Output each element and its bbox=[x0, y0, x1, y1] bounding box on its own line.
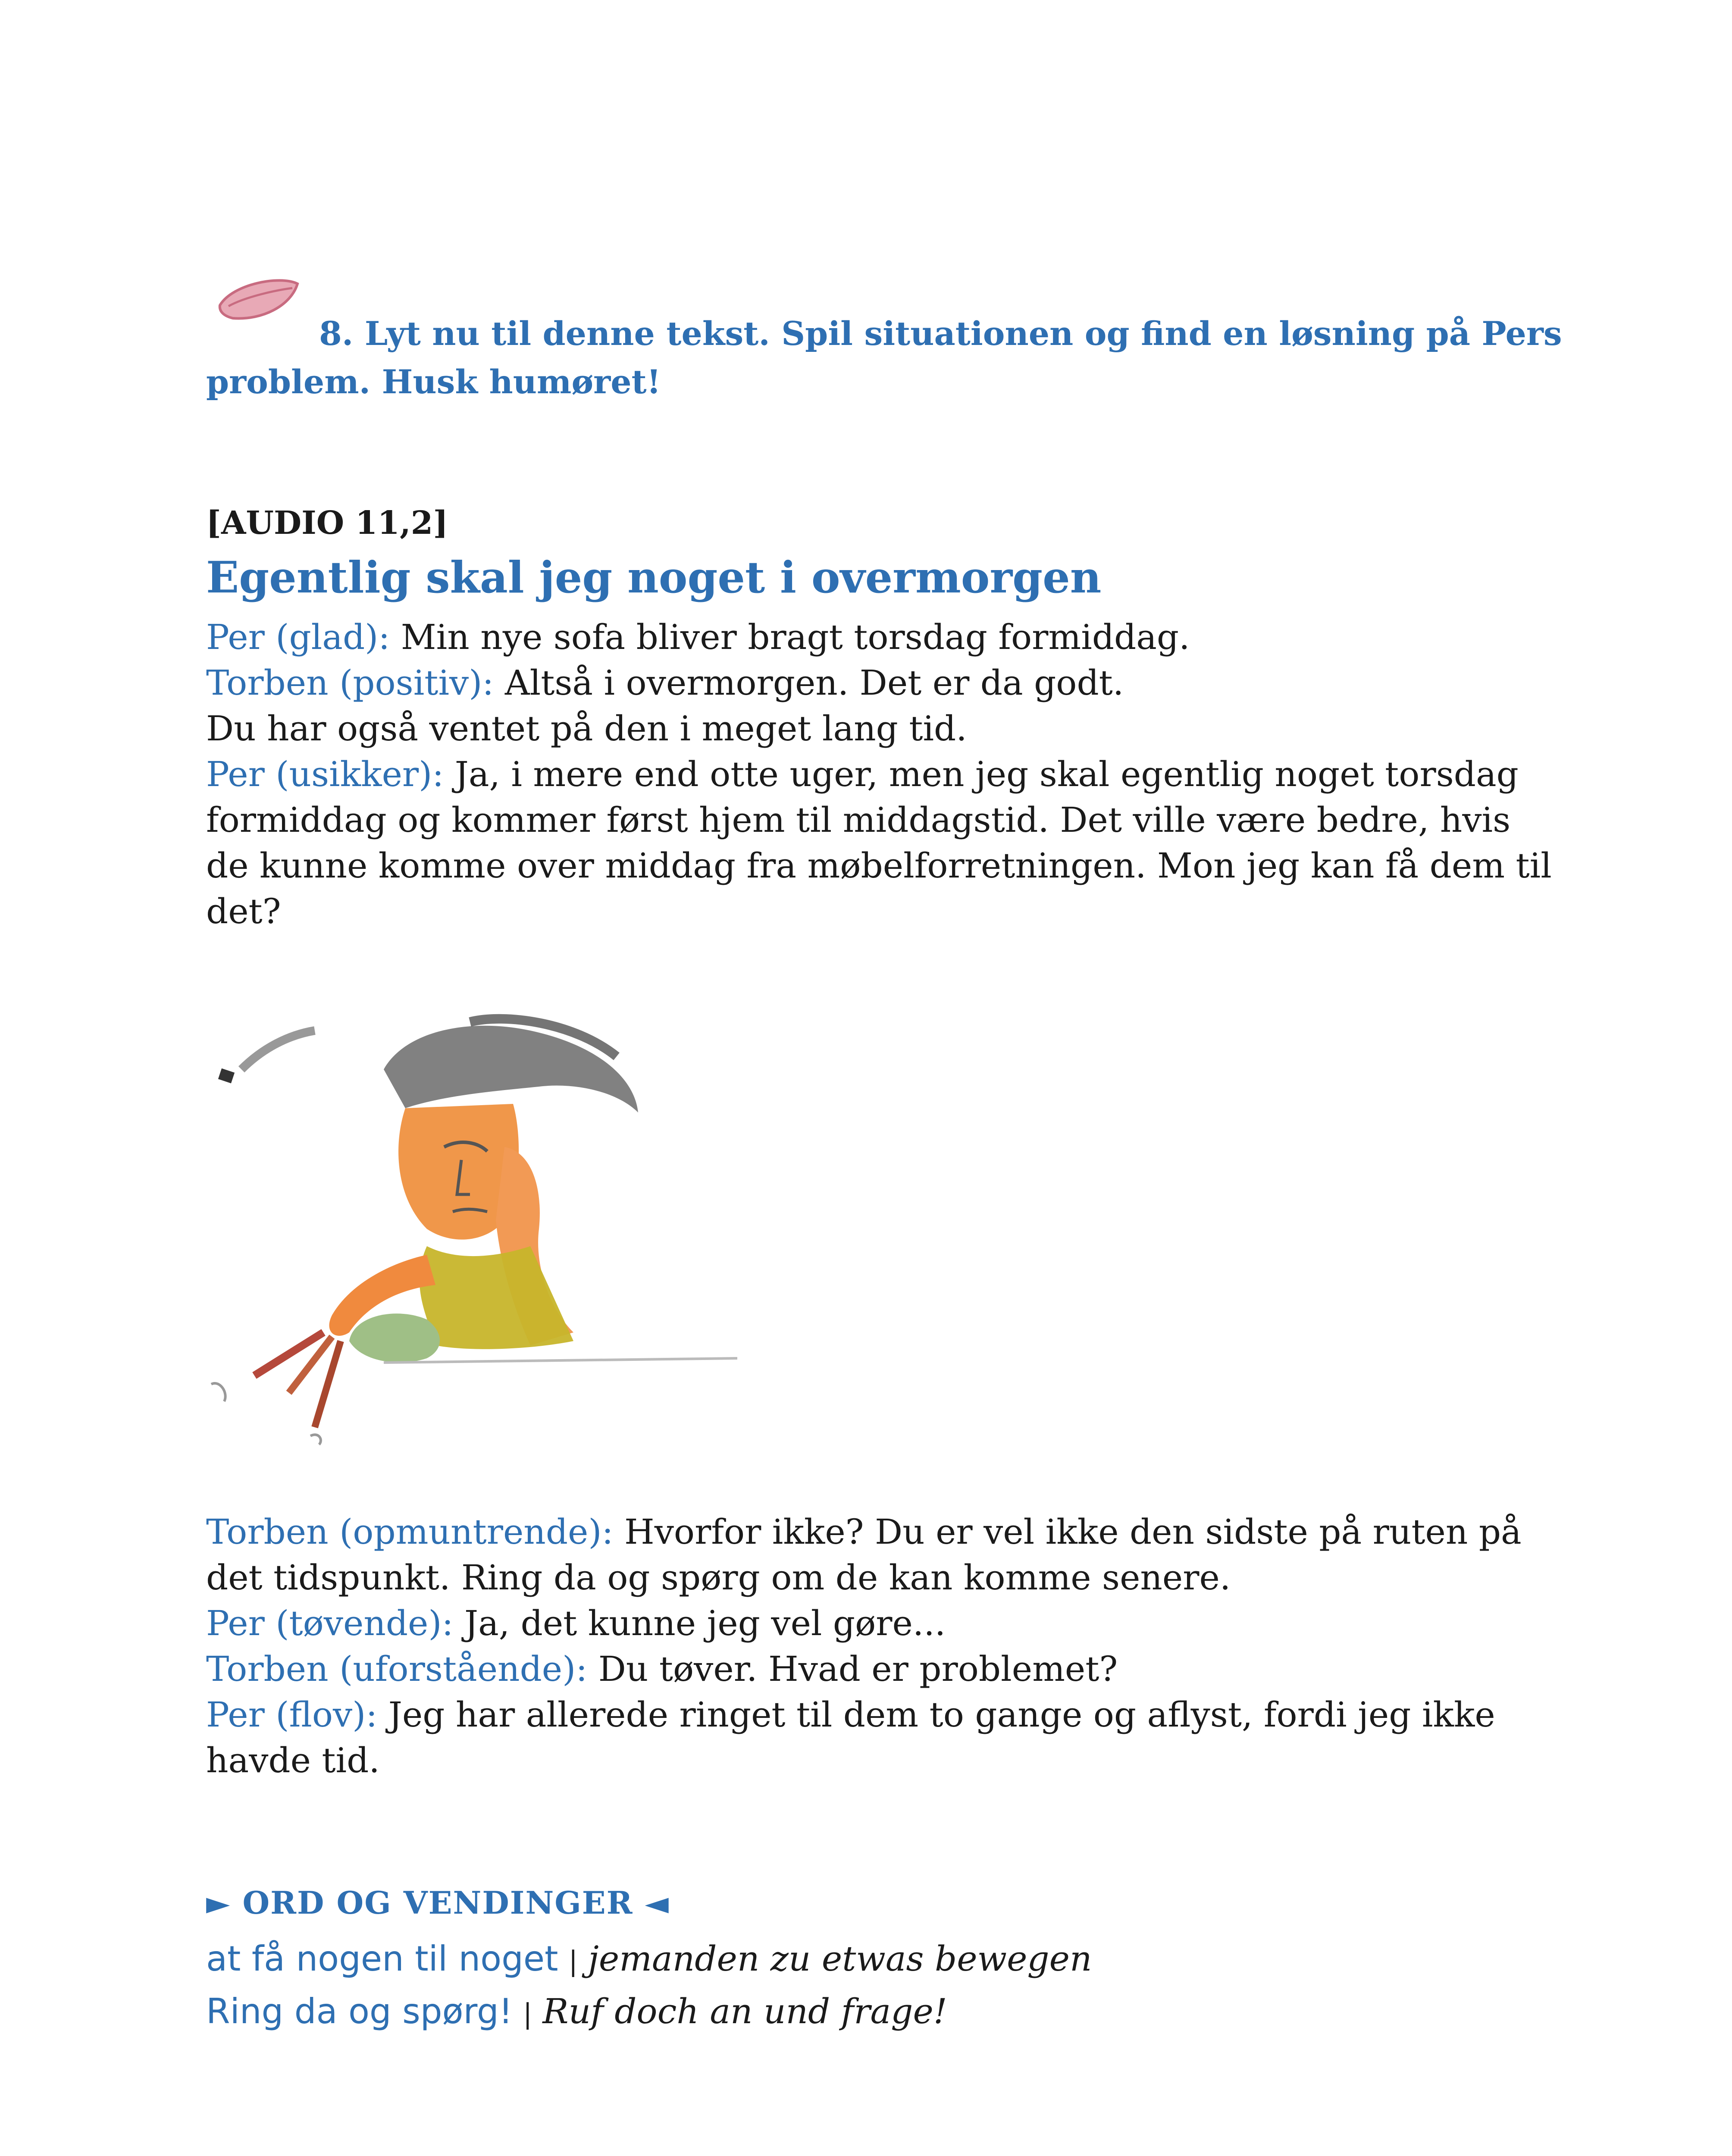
task-text: Lyt nu til denne tekst. Spil situationen og find en løsning på Pers problem. Husk humøret! bbox=[206, 314, 1562, 401]
dialog-line bbox=[206, 614, 1560, 660]
vocabulary-item bbox=[206, 1936, 1092, 1984]
dialog-line bbox=[206, 1509, 1560, 1601]
vocabulary-item bbox=[206, 1989, 947, 2037]
audio-label: [AUDIO 11,2] bbox=[206, 505, 448, 542]
line-text: Hvorfor ikke? Du er vel ikke den sidste på ruten på det tidspunkt. Ring da og spørg om de kan komme senere. bbox=[206, 1512, 1522, 1598]
dialog-line bbox=[206, 752, 1560, 934]
speaker-label: Per (tøvende): bbox=[206, 1603, 454, 1643]
line-text: Du tøver. Hvad er problemet? bbox=[598, 1649, 1118, 1689]
separator: | bbox=[568, 1946, 578, 1977]
speaker-label: Per (glad): bbox=[206, 617, 390, 657]
line-text: Min nye sofa bliver bragt torsdag formiddag. bbox=[401, 617, 1190, 657]
line-text: Ja, i mere end otte uger, men jeg skal egentlig noget torsdag formiddag og kommer først hjem til middagstid. Det ville være bedre, hvis de kunne komme over middag fra møbelforretningen. Mon jeg kan få dem til det? bbox=[206, 754, 1552, 931]
dialog-line bbox=[206, 1692, 1560, 1783]
line-text: Altså i overmorgen. Det er da godt. bbox=[504, 663, 1124, 703]
dialog-part-2 bbox=[206, 1509, 1560, 1783]
watercolor-illustration bbox=[203, 1005, 737, 1449]
german-translation: jemanden zu etwas bewegen bbox=[588, 1939, 1092, 1979]
speaker-label: Torben (uforstående): bbox=[206, 1649, 588, 1689]
dialog-part-1 bbox=[206, 614, 1560, 934]
dialog-line bbox=[206, 660, 1560, 706]
speaker-label: Torben (positiv): bbox=[206, 663, 494, 703]
speaker-label: Per (flov): bbox=[206, 1695, 378, 1735]
speaker-label: Per (usikker): bbox=[206, 754, 444, 794]
danish-phrase: at få nogen til noget bbox=[206, 1939, 558, 1979]
german-translation: Ruf doch an und frage! bbox=[542, 1991, 947, 2031]
line-text: Jeg har allerede ringet til dem to gange og aflyst, fordi jeg ikke havde tid. bbox=[206, 1695, 1495, 1780]
task-instruction bbox=[206, 310, 1586, 406]
vocabulary-heading: ► ORD OG VENDINGER ◄ bbox=[206, 1884, 670, 1921]
speaker-label: Torben (opmuntrende): bbox=[206, 1512, 614, 1552]
danish-phrase: Ring da og spørg! bbox=[206, 1991, 513, 2031]
dialog-title: Egentlig skal jeg noget i overmorgen bbox=[206, 552, 1102, 603]
separator: | bbox=[523, 1998, 532, 2030]
task-number: 8. bbox=[319, 314, 354, 353]
dialog-line bbox=[206, 706, 1560, 752]
dialog-line bbox=[206, 1601, 1560, 1646]
dialog-line bbox=[206, 1646, 1560, 1692]
line-text: Du har også ventet på den i meget lang tid. bbox=[206, 708, 967, 749]
line-text: Ja, det kunne jeg vel gøre... bbox=[464, 1603, 946, 1643]
